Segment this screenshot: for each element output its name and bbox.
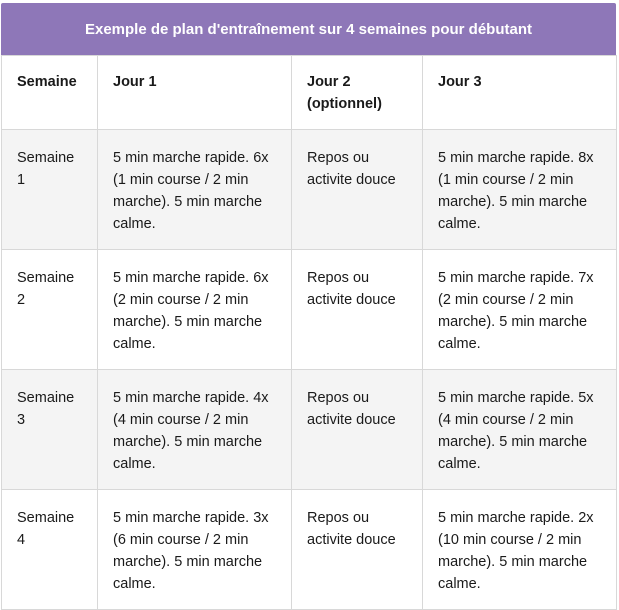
cell-jour-2: Repos ou activite douce xyxy=(292,370,423,490)
cell-jour-2: Repos ou activite douce xyxy=(292,130,423,250)
cell-jour-3: 5 min marche rapide. 7x (2 min course / 2 min marche). 5 min marche calme. xyxy=(423,250,617,370)
cell-semaine: Semaine 1 xyxy=(2,130,98,250)
table-row xyxy=(2,250,617,370)
cell-jour-1: 5 min marche rapide. 6x (1 min course / 2 min marche). 5 min marche calme. xyxy=(98,130,292,250)
cell-jour-3: 5 min marche rapide. 5x (4 min course / 2 min marche). 5 min marche calme. xyxy=(423,370,617,490)
cell-semaine: Semaine 3 xyxy=(2,370,98,490)
header-row xyxy=(2,56,617,130)
header-jour-1: Jour 1 xyxy=(98,56,292,130)
header-jour-2: Jour 2 (optionnel) xyxy=(292,56,423,130)
cell-jour-1: 5 min marche rapide. 3x (6 min course / 2 min marche). 5 min marche calme. xyxy=(98,490,292,610)
training-plan-card xyxy=(1,3,616,600)
table-row xyxy=(2,490,617,610)
cell-semaine: Semaine 4 xyxy=(2,490,98,610)
cell-jour-3: 5 min marche rapide. 2x (10 min course / 2 min marche). 5 min marche calme. xyxy=(423,490,617,610)
cell-jour-1: 5 min marche rapide. 4x (4 min course / 2 min marche). 5 min marche calme. xyxy=(98,370,292,490)
cell-jour-1: 5 min marche rapide. 6x (2 min course / 2 min marche). 5 min marche calme. xyxy=(98,250,292,370)
header-semaine: Semaine xyxy=(2,56,98,130)
cell-jour-2: Repos ou activite douce xyxy=(292,490,423,610)
training-plan-table xyxy=(1,55,617,610)
table-row xyxy=(2,130,617,250)
header-jour-3: Jour 3 xyxy=(423,56,617,130)
cell-semaine: Semaine 2 xyxy=(2,250,98,370)
cell-jour-2: Repos ou activite douce xyxy=(292,250,423,370)
table-title: Exemple de plan d'entraînement sur 4 semaines pour débutant xyxy=(1,3,616,55)
table-row xyxy=(2,370,617,490)
cell-jour-3: 5 min marche rapide. 8x (1 min course / 2 min marche). 5 min marche calme. xyxy=(423,130,617,250)
